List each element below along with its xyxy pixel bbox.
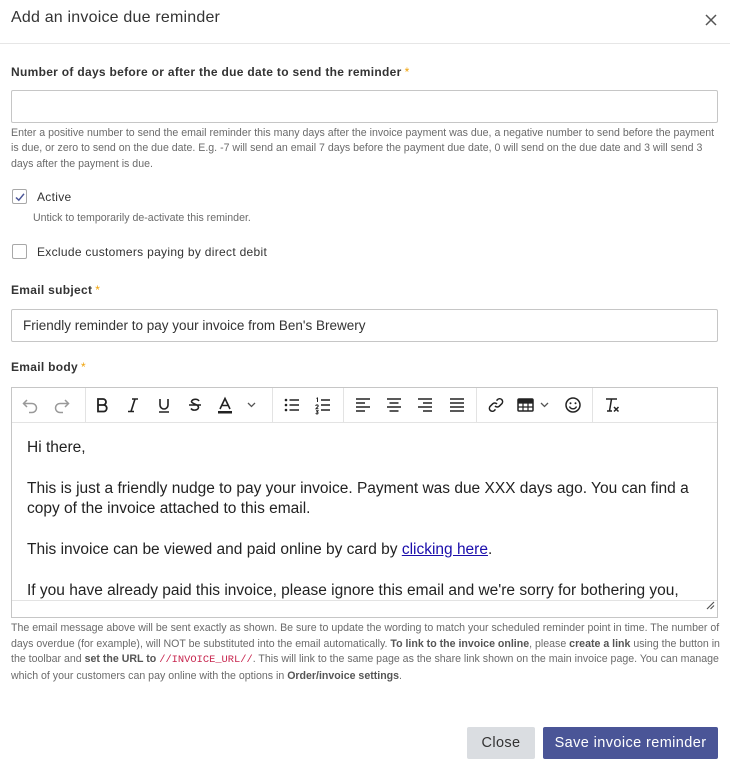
editor-content[interactable]: [12, 424, 717, 600]
dialog-title: Add an invoice due reminder: [11, 9, 221, 26]
exclude-direct-debit-label[interactable]: Exclude customers paying by direct debit: [37, 245, 268, 259]
toolbar-divider: [272, 388, 273, 423]
body-text: This invoice can be viewed and paid online by card by: [27, 541, 402, 558]
toolbar-divider: [592, 388, 593, 423]
help-text-bold: Order/invoice settings: [287, 669, 400, 682]
days-help-text: Enter a positive number to send the email reminder this many days after the invoice payment was due, a negative number to send before the payment is due, or zero to send on the due date. E.g. -7 will send an email 7 days before the payment due date, 0 will send on the due date and 3 will send 3 days after the payment is due.: [11, 127, 715, 170]
close-icon[interactable]: [702, 11, 720, 29]
italic-icon[interactable]: [120, 393, 146, 417]
body-text: .: [487, 541, 493, 558]
help-text: . This will link to the same page as the share link shown on the main invoice page. You can manage which of your customers can pay online with the options in: [11, 653, 719, 682]
save-reminder-button[interactable]: Save invoice reminder: [543, 727, 718, 759]
required-marker: *: [404, 65, 410, 79]
active-help-text: Untick to temporarily de-activate this reminder.: [33, 212, 251, 224]
toolbar-divider: [343, 388, 344, 423]
align-right-icon[interactable]: [412, 393, 438, 417]
required-marker: *: [81, 360, 86, 374]
editor-toolbar: [12, 388, 717, 423]
underline-icon[interactable]: [151, 393, 177, 417]
redo-icon[interactable]: [49, 393, 75, 417]
exclude-direct-debit-checkbox[interactable]: [12, 244, 27, 259]
invoice-url-code: //INVOICE_URL//: [159, 654, 253, 666]
resize-handle-icon[interactable]: [705, 597, 715, 615]
body-paragraph: If you have already paid this invoice, please ignore this email and we're sorry for bothering you,: [27, 582, 679, 599]
undo-icon[interactable]: [17, 393, 43, 417]
numbered-list-icon[interactable]: [310, 393, 336, 417]
help-text: .: [399, 669, 402, 682]
align-left-icon[interactable]: [350, 393, 376, 417]
subject-label: [11, 283, 100, 297]
table-icon[interactable]: [514, 393, 554, 417]
email-body-editor: [11, 387, 718, 618]
days-field-label: [11, 65, 410, 79]
dialog-header: [0, 0, 730, 44]
help-text: using the button in the toolbar and: [11, 637, 720, 665]
bold-icon[interactable]: [89, 393, 115, 417]
help-text-bold: set the URL to: [84, 653, 157, 665]
editor-statusbar: [12, 600, 717, 617]
help-text-bold: create a link: [569, 637, 631, 650]
required-marker: *: [95, 283, 101, 297]
email-body-help-text: [11, 621, 723, 684]
body-paragraph: This is just a friendly nudge to pay your invoice. Payment was due XXX days ago. You can find a copy of the invoice attached to this email.: [27, 480, 689, 517]
help-text: The email message above will be sent exactly as shown. Be sure to update the wording to match your scheduled reminder point in time. The number of days overdue (for example), will NOT be substituted into the email automatically.: [11, 622, 720, 650]
body-paragraph: [27, 540, 701, 560]
strikethrough-icon[interactable]: [182, 393, 208, 417]
check-icon: [14, 191, 26, 203]
days-input[interactable]: [11, 90, 718, 123]
subject-input[interactable]: [11, 309, 718, 342]
body-label-text: Email body: [11, 360, 79, 374]
close-button[interactable]: Close: [467, 727, 535, 759]
active-label[interactable]: Active: [37, 190, 72, 204]
body-label: [11, 360, 86, 374]
active-checkbox[interactable]: [12, 189, 27, 204]
text-color-icon[interactable]: [213, 393, 263, 417]
emoji-icon[interactable]: [560, 393, 586, 417]
align-center-icon[interactable]: [381, 393, 407, 417]
help-text-bold: To link to the invoice online: [390, 637, 530, 650]
bullet-list-icon[interactable]: [279, 393, 305, 417]
toolbar-divider: [476, 388, 477, 423]
subject-label-text: Email subject: [11, 283, 93, 297]
justify-icon[interactable]: [444, 393, 470, 417]
help-text: , please: [529, 637, 570, 650]
toolbar-divider: [85, 388, 86, 423]
invoice-link[interactable]: clicking here: [401, 541, 488, 558]
body-paragraph: Hi there,: [27, 439, 86, 456]
days-field-label-text: Number of days before or after the due date to send the reminder: [11, 65, 402, 79]
link-icon[interactable]: [483, 393, 509, 417]
clear-format-icon[interactable]: [599, 393, 625, 417]
